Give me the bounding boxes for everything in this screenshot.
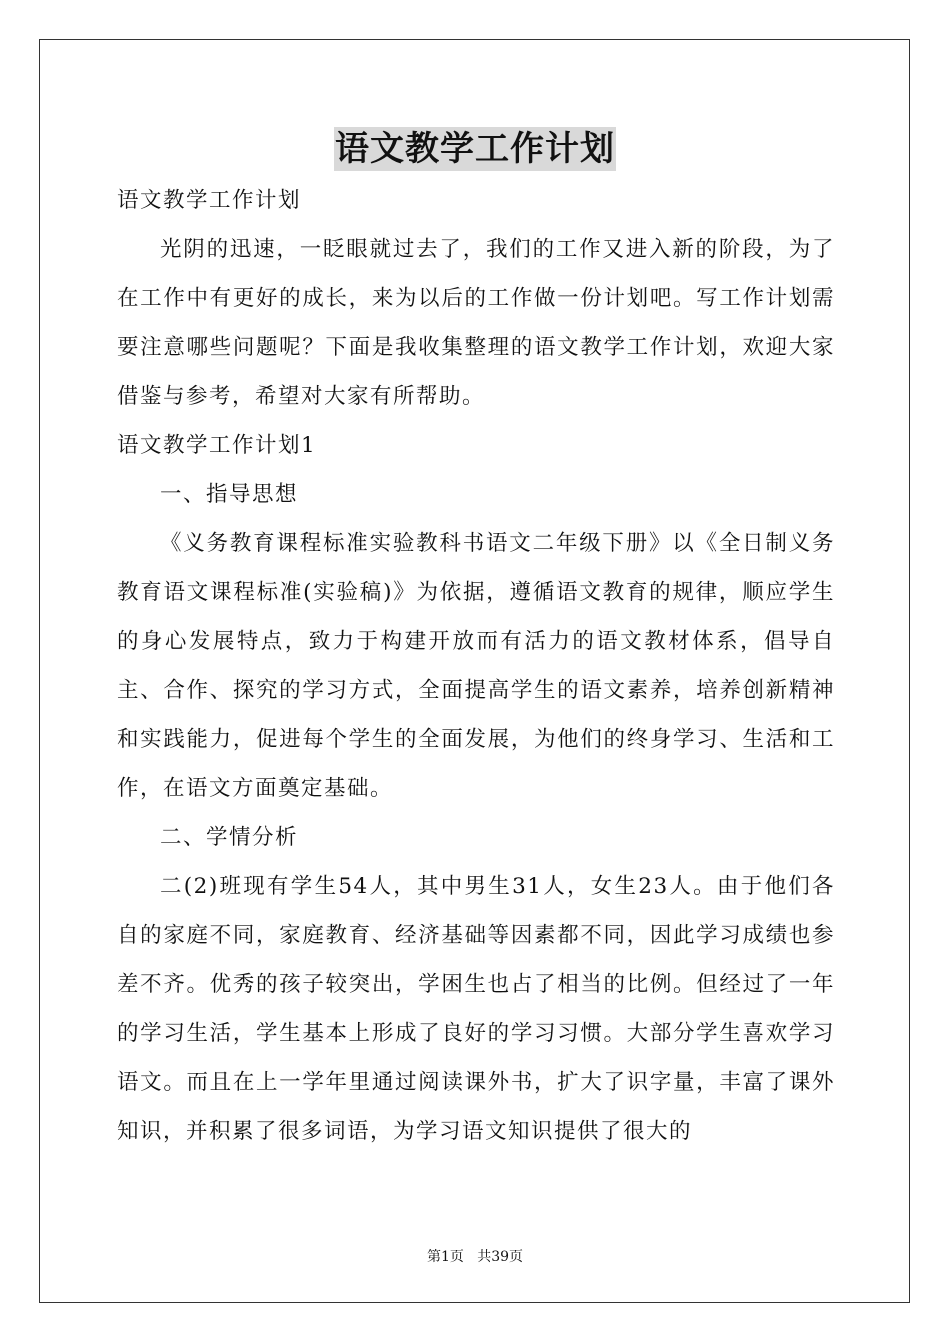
document-body: [117, 176, 835, 1156]
paragraph: 语文教学工作计划: [117, 188, 302, 213]
page-number: 第1页 共39页: [426, 1249, 524, 1265]
page-footer: [0, 1247, 950, 1267]
document-title: 语文教学工作计划: [335, 129, 615, 169]
paragraph: 光阴的迅速，一眨眼就过去了，我们的工作又进入新的阶段，为了在工作中有更好的成长，来为以后的工作做一份计划吧。写工作计划需要注意哪些问题呢？下面是我收集整理的语文教学工作计划，欢迎大家借鉴与参考，希望对大家有所帮助。: [117, 237, 835, 409]
paragraph: 语文教学工作计划1: [117, 433, 317, 458]
paragraph: 《义务教育课程标准实验教科书语文二年级下册》以《全日制义务教育语文课程标准(实验稿)》为依据，遵循语文教育的规律，顺应学生的身心发展特点，致力于构建开放而有活力的语文教材体系，倡导自主、合作、探究的学习方式，全面提高学生的语文素养，培养创新精神和实践能力，促进每个学生的全面发展，为他们的终身学习、生活和工作，在语文方面奠定基础。: [117, 531, 835, 801]
section-heading: 二、学情分析: [160, 825, 299, 850]
title-wrap: [0, 127, 950, 171]
section-heading: 一、指导思想: [160, 482, 299, 507]
paragraph: 二(2)班现有学生54人，其中男生31人，女生23人。由于他们各自的家庭不同，家庭教育、经济基础等因素都不同，因此学习成绩也参差不齐。优秀的孩子较突出，学困生也占了相当的比例。但经过了一年的学习生活，学生基本上形成了良好的学习习惯。大部分学生喜欢学习语文。而且在上一学年里通过阅读课外书，扩大了识字量，丰富了课外知识，并积累了很多词语，为学习语文知识提供了很大的: [117, 874, 835, 1144]
